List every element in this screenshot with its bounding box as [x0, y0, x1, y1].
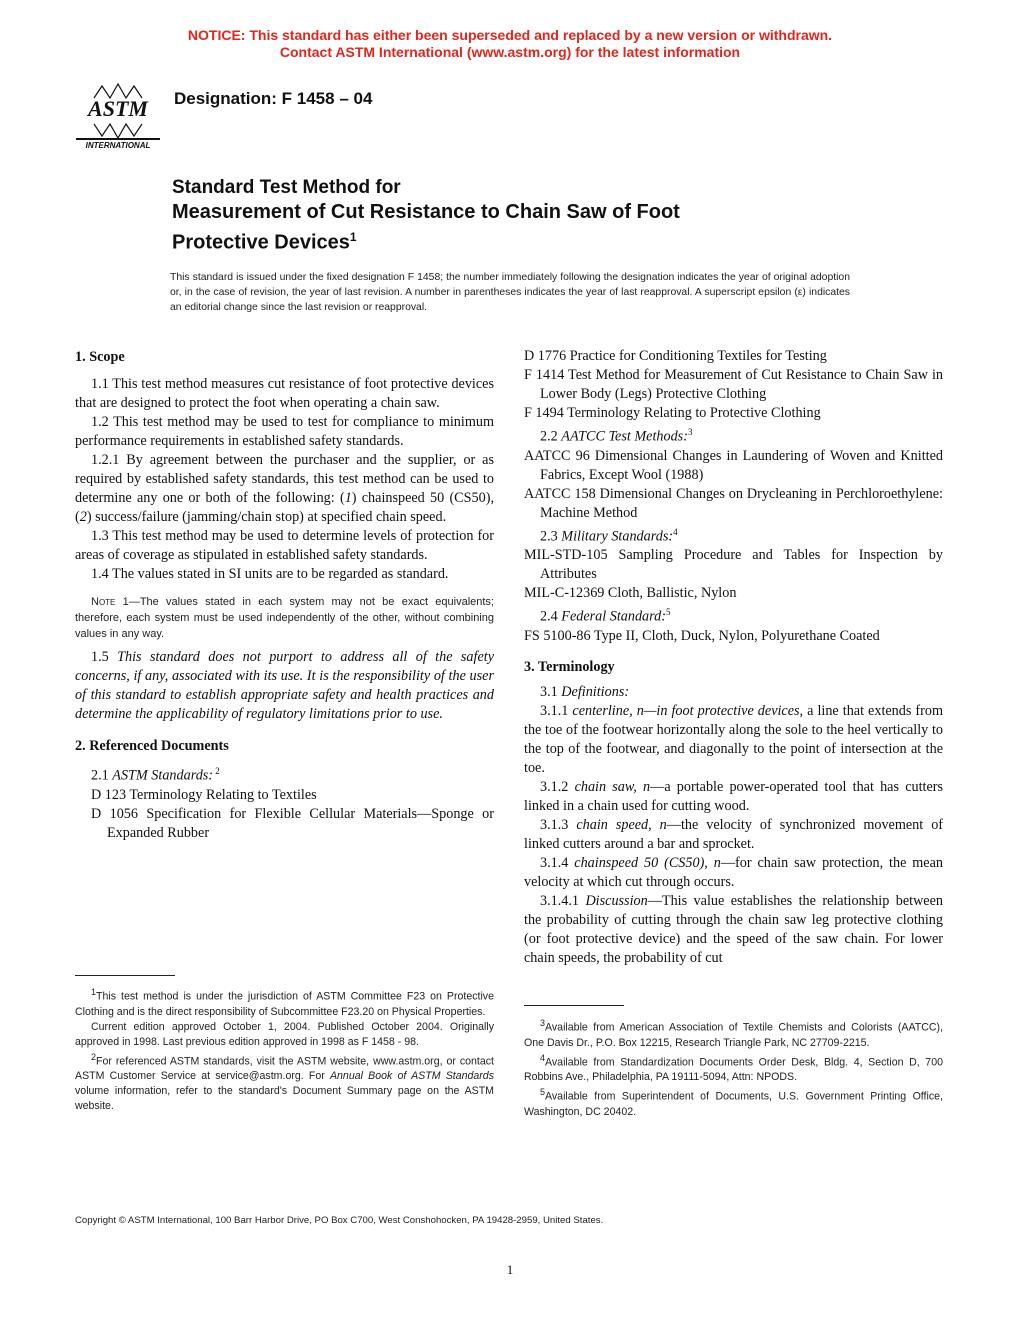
paragraph: 2.2 AATCC Test Methods:$^3$: [540, 427, 693, 445]
logo-subtext: INTERNATIONAL: [85, 141, 151, 150]
paragraph: 1.2 This test method may be used to test for compliance to minimum performance requirements in established safety standards.: [75, 414, 494, 449]
preamble: This standard is issued under the fixed designation F 1458; the number immediately following the designation indicates the year of original adoption or, in the case of revision, the year of last revision. A number in parentheses indicates the year of last reapproval. A superscript epsilon (ε) indicates an editorial change since the last revision or reapproval.: [170, 272, 850, 313]
reference-item: F 1494 Terminology Relating to Protective Clothing: [524, 405, 821, 421]
astm-logo: [72, 80, 164, 152]
reference-item: F 1414 Test Method for Measurement of Cut Resistance to Chain Saw in Lower Body (Legs) Protective Clothing: [524, 367, 943, 402]
withdrawal-notice: [0, 27, 1020, 61]
title-footnote-ref: 1: [349, 230, 357, 244]
left-column: [75, 348, 494, 843]
paragraph: 3.1 Definitions:: [540, 684, 630, 701]
notice-line-2: Contact ASTM International (www.astm.org) for the latest information: [279, 44, 741, 60]
document-title: [172, 175, 680, 256]
section-heading: 1. Scope: [75, 349, 125, 365]
footnote: $^1$This test method is under the jurisdiction of ASTM Committee F23 on Protective Clothing and is the direct responsibility of Subcommittee F23.20 on Physical Properties.: [75, 987, 494, 1018]
footnote: $^2$For referenced ASTM standards, visit the ASTM website, www.astm.org, or contact ASTM Customer Service at service@astm.org. For Annual Book of ASTM Standards volume information, refer to the standard's Document Summary page on the ASTM website.: [75, 1051, 494, 1113]
title-line-2: Measurement of Cut Resistance to Chain Saw of Foot: [172, 201, 680, 223]
paragraph: 2.4 Federal Standard:$^5$: [540, 607, 671, 626]
paragraph: 1.2.1 By agreement between the purchaser and the supplier, or as required by established safety standards, this test method can be used to determine any one or both of the following: (1) chainspeed 50 (CS50), (2) success/failure (jamming/chain stop) at specified chain speed.: [75, 452, 494, 525]
reference-item: D 123 Terminology Relating to Textiles: [91, 786, 317, 803]
right-column: [524, 347, 943, 968]
reference-item: FS 5100-86 Type II, Cloth, Duck, Nylon, Polyurethane Coated: [524, 628, 880, 645]
reference-item: D 1056 Specification for Flexible Cellular Materials—Sponge or Expanded Rubber: [91, 805, 494, 841]
section-heading: 3. Terminology: [524, 659, 615, 676]
designation: Designation: F 1458 – 04: [174, 89, 373, 108]
title-line-1: Standard Test Method for: [172, 177, 401, 198]
footnote: $^3$Available from American Association of Textile Chemists and Colorists (AATCC), One Davis Dr., P.O. Box 12215, Research Triangle Park, NC 27709-2215.: [524, 1018, 943, 1049]
footnotes-right: [524, 1005, 943, 1120]
paragraph: 3.1.4.1 Discussion—This value establishes the relationship between the probability of cutting through the chain saw leg protective clothing (or foot protective device) and the speed of the saw chain. For lower chain speeds, the probability of cut: [524, 893, 943, 967]
reference-item: MIL-C-12369 Cloth, Ballistic, Nylon: [524, 585, 737, 602]
footnotes-left: [75, 975, 494, 1114]
paragraph: 3.1.2 chain saw, n—a portable power-operated tool that has cutters linked in a chain used for cutting wood.: [524, 779, 944, 815]
section-heading: 2. Referenced Documents: [75, 738, 229, 754]
notice-line-1: NOTICE: This standard has either been superseded and replaced by a new version or withdrawn.: [187, 27, 833, 43]
reference-item: AATCC 96 Dimensional Changes in Laundering of Woven and Knitted Fabrics, Except Wool (1988): [524, 447, 943, 483]
reference-item: D 1776 Practice for Conditioning Textiles for Testing: [524, 348, 827, 364]
copyright: Copyright © ASTM International, 100 Barr Harbor Drive, PO Box C700, West Conshohocken, PA 19428-2959, United States.: [75, 1215, 604, 1226]
paragraph: 3.1.3 chain speed, n—the velocity of synchronized movement of linked cutters around a bar and sprocket.: [524, 817, 944, 853]
reference-item: AATCC 158 Dimensional Changes on Drycleaning in Perchloroethylene: Machine Method: [524, 485, 943, 521]
footnote: $^4$Available from Standardization Documents Order Desk, Bldg. 4, Section D, 700 Robbins Ave., Philadelphia, PA 19111-5094, Attn: NPODS.: [524, 1052, 943, 1084]
paragraph: 1.4 The values stated in SI units are to be regarded as standard.: [91, 566, 449, 582]
paragraph: 1.1 This test method measures cut resistance of foot protective devices that are designed to protect the foot when operating a chain saw.: [75, 376, 494, 411]
footnote: $^5$Available from Superintendent of Documents, U.S. Government Printing Office, Washington, DC 20402.: [524, 1087, 943, 1118]
title-line-3: Protective Devices$^1$: [172, 230, 357, 254]
logo-text: ASTM: [88, 96, 148, 121]
footnote-divider: [524, 1005, 624, 1006]
paragraph: 1.5 This standard does not purport to address all of the safety concerns, if any, associated with its use. It is the responsibility of the user of this standard to establish appropriate safety and health practices and determine the applicability of regulatory limitations prior to use.: [75, 649, 494, 722]
paragraph: 3.1.1 centerline, n—in foot protective devices, a line that extends from the toe of the footwear horizontally along the sole to the heel vertically to the top of the footwear, and diagonally to the point of intersection at the toe.: [524, 703, 943, 777]
page-number: 1: [506, 1262, 514, 1277]
note: Note 1—The values stated in each system may not be exact equivalents; therefore, each system must be used independently of the other, without combining values in any way.: [75, 596, 494, 640]
footnote: Current edition approved October 1, 2004. Published October 2004. Originally approved in 1998. Last previous edition approved in 1998 as F 1458 - 98.: [75, 1020, 494, 1048]
footnote-divider: [75, 975, 175, 976]
paragraph: 1.3 This test method may be used to determine levels of protection for areas of coverage as stipulated in established safety standards.: [75, 528, 494, 563]
paragraph: 2.1 ASTM Standards: $^2$: [91, 766, 220, 784]
paragraph: 3.1.4 chainspeed 50 (CS50), n—for chain saw protection, the mean velocity at which cut through occurs.: [524, 855, 943, 891]
paragraph: 2.3 Military Standards:$^4$: [540, 526, 678, 545]
reference-item: MIL-STD-105 Sampling Procedure and Tables for Inspection by Attributes: [524, 547, 943, 583]
